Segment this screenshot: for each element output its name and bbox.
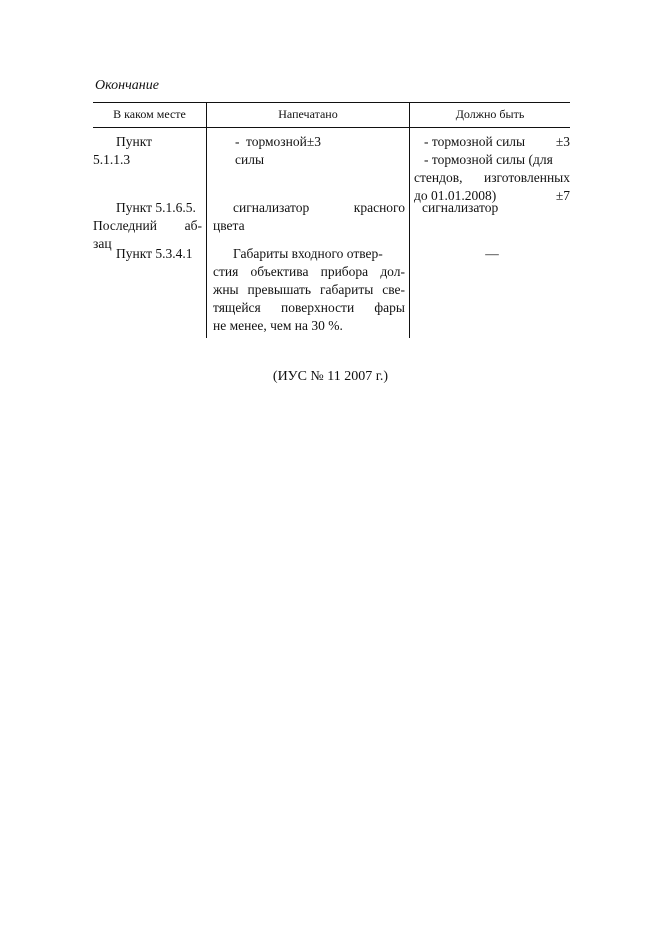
row1-should-line4-text: до 01.01.2008) [414, 188, 497, 203]
row3-should-be [414, 245, 570, 263]
row1-should-line4-value: ±7 [555, 188, 570, 203]
row1-place-line1: Пункт [116, 134, 153, 149]
row1-place [93, 133, 202, 169]
row3-place-line1: Пункт 5.3.4.1 [116, 246, 193, 261]
row2-printed-line2: цвета [213, 218, 245, 233]
row3-printed [213, 245, 405, 335]
row2-place-line2: Последний аб- [93, 218, 202, 233]
table-header-rule [93, 127, 570, 128]
header-place: В каком месте [113, 107, 186, 121]
row1-printed-text: - тормозной силы [235, 134, 307, 167]
row1-printed-value: ±3 [306, 134, 321, 149]
row2-place-line3: зац [93, 236, 112, 251]
row1-should-line1-text: - тормозной силы [424, 134, 526, 149]
row1-should-be [414, 133, 570, 205]
continuation-caption: Окончание [95, 78, 159, 93]
header-should-be: Должно быть [455, 107, 525, 121]
ius-reference: (ИУС № 11 2007 г.) [272, 369, 389, 384]
row3-should-line1: — [485, 246, 499, 261]
row2-place-line1: Пункт 5.1.6.5. [116, 200, 196, 215]
table-top-rule [93, 102, 570, 103]
row3-printed-line2: стия объектива прибора дол- [213, 264, 405, 279]
header-printed: Напечатано [278, 107, 338, 121]
row1-should-line3: стендов, изготовленных [414, 170, 570, 185]
column-divider-1 [206, 102, 207, 338]
row2-printed-line1-b: красного [353, 200, 405, 215]
row3-printed-line1: Габариты входного отвер- [233, 246, 383, 261]
row1-should-line2: - тормозной силы (для [424, 152, 553, 167]
column-divider-2 [409, 102, 410, 338]
row3-place [93, 245, 202, 263]
amendment-table [93, 102, 570, 338]
row1-printed [213, 133, 405, 169]
row2-printed [213, 199, 405, 235]
row3-printed-line3: жны превышать габариты све- [213, 282, 405, 297]
row1-place-line2: 5.1.1.3 [93, 152, 131, 167]
row2-printed-line1-a: сигнализатор [233, 200, 310, 215]
row3-printed-line5: не менее, чем на 30 %. [213, 318, 343, 333]
row3-printed-line4: тящейся поверхности фары [213, 300, 405, 315]
row2-should-be [414, 199, 570, 217]
row1-should-line1-value: ±3 [555, 134, 570, 149]
row2-should-line1: сигнализатор [422, 200, 499, 215]
